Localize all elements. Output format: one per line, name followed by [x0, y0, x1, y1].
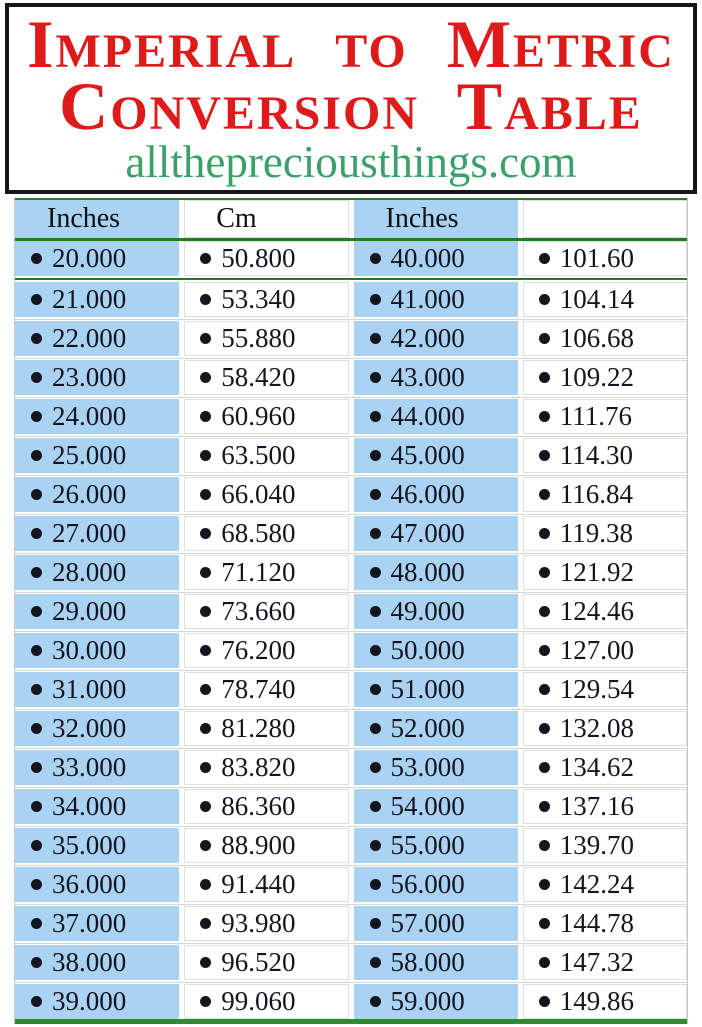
cm-cell	[184, 711, 348, 746]
page-title-line-1: Imperial to Metric	[27, 6, 675, 82]
cm-cell	[184, 867, 348, 902]
cm-cell	[523, 241, 687, 276]
cell-value: 121.92	[559, 557, 634, 587]
bullet-icon	[539, 840, 550, 851]
website-text: allthepreciousthings.com	[125, 137, 577, 187]
cell-value: 40.000	[390, 243, 465, 273]
inches-cell	[354, 984, 518, 1019]
bullet-icon	[200, 253, 211, 264]
cell-value: 147.32	[559, 947, 634, 977]
cell-value: 124.46	[559, 596, 634, 626]
cm-cell	[523, 282, 687, 317]
bullet-icon	[539, 528, 550, 539]
cm-cell	[184, 360, 348, 395]
cm-cell	[523, 672, 687, 707]
cell-value: 25.000	[52, 440, 127, 470]
cm-cell	[523, 399, 687, 434]
bullet-icon	[31, 723, 42, 734]
bullet-icon	[539, 411, 550, 422]
cm-cell	[184, 672, 348, 707]
bullet-icon	[31, 253, 42, 264]
bullet-icon	[539, 253, 550, 264]
cell-value: 50.800	[221, 243, 296, 273]
inches-cell	[15, 750, 179, 785]
cell-value: 63.500	[221, 440, 296, 470]
column-header-inches-left: Inches	[15, 200, 179, 238]
cell-value: 44.000	[390, 401, 465, 431]
table-row	[15, 984, 687, 1019]
table-row	[15, 906, 687, 941]
bullet-icon	[539, 645, 550, 656]
inches-cell	[354, 945, 518, 980]
bullet-icon	[539, 879, 550, 890]
bullet-icon	[31, 957, 42, 968]
inches-cell	[354, 906, 518, 941]
inches-cell	[354, 360, 518, 395]
table-row	[15, 438, 687, 473]
bullet-icon	[200, 957, 211, 968]
cell-value: 47.000	[390, 518, 465, 548]
bullet-icon	[370, 567, 381, 578]
row-separator	[15, 631, 687, 632]
cm-cell	[184, 789, 348, 824]
row-separator	[15, 397, 687, 398]
inches-cell	[15, 555, 179, 590]
cm-cell	[523, 750, 687, 785]
inches-cell	[354, 867, 518, 902]
bullet-icon	[200, 528, 211, 539]
cell-value: 27.000	[52, 518, 127, 548]
bullet-icon	[200, 723, 211, 734]
conversion-table	[14, 198, 688, 1024]
cell-value: 28.000	[52, 557, 127, 587]
bullet-icon	[31, 333, 42, 344]
cell-value: 23.000	[52, 362, 127, 392]
bullet-icon	[539, 489, 550, 500]
bullet-icon	[200, 489, 211, 500]
cm-cell	[523, 477, 687, 512]
cm-cell	[184, 399, 348, 434]
column-header-inches-right: Inches	[354, 200, 518, 238]
bullet-icon	[200, 567, 211, 578]
bullet-icon	[200, 606, 211, 617]
cm-cell	[184, 984, 348, 1019]
bullet-icon	[539, 567, 550, 578]
bullet-icon	[539, 606, 550, 617]
inches-cell	[354, 750, 518, 785]
inches-cell	[15, 945, 179, 980]
cell-value: 83.820	[221, 752, 296, 782]
cell-value: 21.000	[52, 284, 127, 314]
inches-cell	[15, 789, 179, 824]
inches-cell	[15, 984, 179, 1019]
cm-cell	[523, 516, 687, 551]
bullet-icon	[370, 411, 381, 422]
inches-cell	[15, 321, 179, 356]
table-bottom-border	[15, 1019, 687, 1024]
table-row	[15, 594, 687, 629]
page	[0, 3, 702, 1024]
cm-cell	[184, 828, 348, 863]
cell-value: 86.360	[221, 791, 296, 821]
bullet-icon	[200, 684, 211, 695]
cell-value: 99.060	[221, 986, 296, 1016]
page-title-line-2: Conversion Table	[59, 68, 643, 144]
inches-cell	[15, 906, 179, 941]
row-separator	[15, 865, 687, 866]
row-separator	[15, 982, 687, 983]
cell-value: 24.000	[52, 401, 127, 431]
cell-value: 54.000	[390, 791, 465, 821]
bullet-icon	[370, 450, 381, 461]
bullet-icon	[200, 450, 211, 461]
row-separator	[15, 475, 687, 476]
bullet-icon	[31, 645, 42, 656]
cm-cell	[184, 516, 348, 551]
title-box	[5, 3, 697, 194]
bullet-icon	[539, 762, 550, 773]
cell-value: 137.16	[559, 791, 634, 821]
cm-cell	[523, 828, 687, 863]
table-row	[15, 360, 687, 395]
cell-value: 78.740	[221, 674, 296, 704]
cell-value: 49.000	[390, 596, 465, 626]
bullet-icon	[370, 996, 381, 1007]
bullet-icon	[200, 879, 211, 890]
cell-value: 33.000	[52, 752, 127, 782]
table-row	[15, 282, 687, 317]
table-row	[15, 555, 687, 590]
bullet-icon	[31, 567, 42, 578]
bullet-icon	[370, 253, 381, 264]
cell-value: 52.000	[390, 713, 465, 743]
cell-value: 59.000	[390, 986, 465, 1016]
table-row	[15, 321, 687, 356]
row-separator	[15, 748, 687, 749]
inches-cell	[15, 828, 179, 863]
cell-value: 45.000	[390, 440, 465, 470]
inches-cell	[15, 594, 179, 629]
inches-cell	[354, 789, 518, 824]
table-body	[15, 241, 687, 1019]
row-separator	[15, 358, 687, 359]
cm-cell	[523, 984, 687, 1019]
cell-value: 73.660	[221, 596, 296, 626]
cm-cell	[523, 945, 687, 980]
bullet-icon	[539, 450, 550, 461]
table-row	[15, 750, 687, 785]
cell-value: 129.54	[559, 674, 634, 704]
cell-value: 114.30	[559, 440, 633, 470]
cell-value: 142.24	[559, 869, 634, 899]
cm-cell	[523, 360, 687, 395]
bullet-icon	[31, 840, 42, 851]
bullet-icon	[31, 450, 42, 461]
cell-value: 20.000	[52, 243, 127, 273]
bullet-icon	[539, 372, 550, 383]
column-header-cm-right	[523, 200, 687, 238]
cell-value: 41.000	[390, 284, 465, 314]
bullet-icon	[200, 840, 211, 851]
cell-value: 144.78	[559, 908, 634, 938]
cell-value: 58.000	[390, 947, 465, 977]
cell-value: 149.86	[559, 986, 634, 1016]
cell-value: 43.000	[390, 362, 465, 392]
cell-value: 46.000	[390, 479, 465, 509]
cell-value: 81.280	[221, 713, 296, 743]
cell-value: 119.38	[559, 518, 633, 548]
cell-value: 57.000	[390, 908, 465, 938]
bullet-icon	[31, 294, 42, 305]
cell-value: 58.420	[221, 362, 296, 392]
cell-value: 104.14	[559, 284, 634, 314]
cell-value: 48.000	[390, 557, 465, 587]
cell-value: 93.980	[221, 908, 296, 938]
row-separator	[15, 514, 687, 515]
cell-value: 30.000	[52, 635, 127, 665]
bullet-icon	[370, 684, 381, 695]
cell-value: 55.000	[390, 830, 465, 860]
table-row	[15, 945, 687, 980]
bullet-icon	[200, 372, 211, 383]
row-separator	[15, 436, 687, 437]
bullet-icon	[31, 528, 42, 539]
inches-cell	[354, 438, 518, 473]
table-row	[15, 789, 687, 824]
cell-value: 139.70	[559, 830, 634, 860]
bullet-icon	[31, 489, 42, 500]
cell-value: 60.960	[221, 401, 296, 431]
inches-cell	[354, 711, 518, 746]
cell-value: 109.22	[559, 362, 634, 392]
inches-cell	[15, 516, 179, 551]
cell-value: 106.68	[559, 323, 634, 353]
bullet-icon	[200, 801, 211, 812]
cm-cell	[184, 321, 348, 356]
cell-value: 35.000	[52, 830, 127, 860]
cell-value: 132.08	[559, 713, 634, 743]
table-row	[15, 867, 687, 902]
cm-cell	[184, 594, 348, 629]
cell-value: 26.000	[52, 479, 127, 509]
cell-value: 66.040	[221, 479, 296, 509]
cm-cell	[523, 555, 687, 590]
row-separator	[15, 826, 687, 827]
cm-cell	[184, 750, 348, 785]
inches-cell	[354, 633, 518, 668]
green-row-separator	[15, 278, 687, 280]
table-row	[15, 477, 687, 512]
bullet-icon	[370, 762, 381, 773]
bullet-icon	[370, 372, 381, 383]
cell-value: 34.000	[52, 791, 127, 821]
cm-cell	[184, 555, 348, 590]
row-separator	[15, 787, 687, 788]
cell-value: 116.84	[559, 479, 633, 509]
inches-cell	[354, 241, 518, 276]
row-separator	[15, 904, 687, 905]
bullet-icon	[200, 411, 211, 422]
bullet-icon	[370, 840, 381, 851]
cm-cell	[184, 438, 348, 473]
bullet-icon	[370, 528, 381, 539]
bullet-icon	[31, 879, 42, 890]
column-header-cm-left: Cm	[184, 200, 348, 238]
cell-value: 38.000	[52, 947, 127, 977]
row-separator	[15, 943, 687, 944]
table-row	[15, 241, 687, 276]
bullet-icon	[31, 762, 42, 773]
cell-value: 53.340	[221, 284, 296, 314]
inches-cell	[354, 516, 518, 551]
cm-cell	[523, 321, 687, 356]
bullet-icon	[539, 918, 550, 929]
inches-cell	[15, 399, 179, 434]
inches-cell	[354, 594, 518, 629]
bullet-icon	[370, 723, 381, 734]
cell-value: 36.000	[52, 869, 127, 899]
inches-cell	[15, 282, 179, 317]
inches-cell	[354, 477, 518, 512]
table-row	[15, 672, 687, 707]
inches-cell	[15, 438, 179, 473]
cm-cell	[523, 711, 687, 746]
bullet-icon	[370, 489, 381, 500]
table-row	[15, 399, 687, 434]
cell-value: 96.520	[221, 947, 296, 977]
cell-value: 31.000	[52, 674, 127, 704]
inches-cell	[354, 672, 518, 707]
row-separator	[15, 592, 687, 593]
cm-cell	[184, 477, 348, 512]
inches-cell	[15, 633, 179, 668]
bullet-icon	[539, 684, 550, 695]
bullet-icon	[370, 879, 381, 890]
row-separator	[15, 709, 687, 710]
cm-cell	[184, 282, 348, 317]
cm-cell	[523, 633, 687, 668]
cell-value: 42.000	[390, 323, 465, 353]
bullet-icon	[200, 294, 211, 305]
cell-value: 29.000	[52, 596, 127, 626]
inches-cell	[354, 555, 518, 590]
cell-value: 101.60	[559, 243, 634, 273]
table-header-row	[15, 200, 687, 238]
bullet-icon	[539, 996, 550, 1007]
inches-cell	[354, 282, 518, 317]
cell-value: 39.000	[52, 986, 127, 1016]
bullet-icon	[200, 996, 211, 1007]
row-separator	[15, 553, 687, 554]
bullet-icon	[370, 333, 381, 344]
bullet-icon	[31, 606, 42, 617]
inches-cell	[15, 867, 179, 902]
bullet-icon	[370, 606, 381, 617]
cm-cell	[523, 594, 687, 629]
cm-cell	[184, 906, 348, 941]
cell-value: 71.120	[221, 557, 296, 587]
cell-value: 55.880	[221, 323, 296, 353]
bullet-icon	[200, 762, 211, 773]
cell-value: 22.000	[52, 323, 127, 353]
cell-value: 111.76	[559, 401, 632, 431]
cell-value: 37.000	[52, 908, 127, 938]
inches-cell	[15, 711, 179, 746]
cell-value: 91.440	[221, 869, 296, 899]
cm-cell	[523, 789, 687, 824]
cell-value: 53.000	[390, 752, 465, 782]
inches-cell	[354, 399, 518, 434]
bullet-icon	[200, 645, 211, 656]
cm-cell	[184, 945, 348, 980]
cm-cell	[523, 906, 687, 941]
table-row	[15, 711, 687, 746]
inches-cell	[15, 360, 179, 395]
cell-value: 88.900	[221, 830, 296, 860]
bullet-icon	[370, 801, 381, 812]
inches-cell	[15, 241, 179, 276]
table-row	[15, 828, 687, 863]
cell-value: 50.000	[390, 635, 465, 665]
bullet-icon	[539, 723, 550, 734]
inches-cell	[15, 477, 179, 512]
table-row	[15, 633, 687, 668]
row-separator	[15, 670, 687, 671]
cm-cell	[523, 867, 687, 902]
cell-value: 127.00	[559, 635, 634, 665]
cell-value: 32.000	[52, 713, 127, 743]
bullet-icon	[370, 645, 381, 656]
inches-cell	[15, 672, 179, 707]
bullet-icon	[200, 918, 211, 929]
bullet-icon	[370, 957, 381, 968]
bullet-icon	[31, 918, 42, 929]
bullet-icon	[31, 372, 42, 383]
cell-value: 68.580	[221, 518, 296, 548]
cm-cell	[523, 438, 687, 473]
bullet-icon	[539, 333, 550, 344]
bullet-icon	[31, 801, 42, 812]
bullet-icon	[31, 684, 42, 695]
bullet-icon	[31, 411, 42, 422]
inches-cell	[354, 828, 518, 863]
bullet-icon	[31, 996, 42, 1007]
table-row	[15, 516, 687, 551]
bullet-icon	[539, 801, 550, 812]
bullet-icon	[370, 918, 381, 929]
cm-cell	[184, 241, 348, 276]
cell-value: 76.200	[221, 635, 296, 665]
bullet-icon	[539, 957, 550, 968]
bullet-icon	[200, 333, 211, 344]
bullet-icon	[370, 294, 381, 305]
cell-value: 56.000	[390, 869, 465, 899]
inches-cell	[354, 321, 518, 356]
row-separator	[15, 319, 687, 320]
cell-value: 51.000	[390, 674, 465, 704]
cell-value: 134.62	[559, 752, 634, 782]
cm-cell	[184, 633, 348, 668]
bullet-icon	[539, 294, 550, 305]
